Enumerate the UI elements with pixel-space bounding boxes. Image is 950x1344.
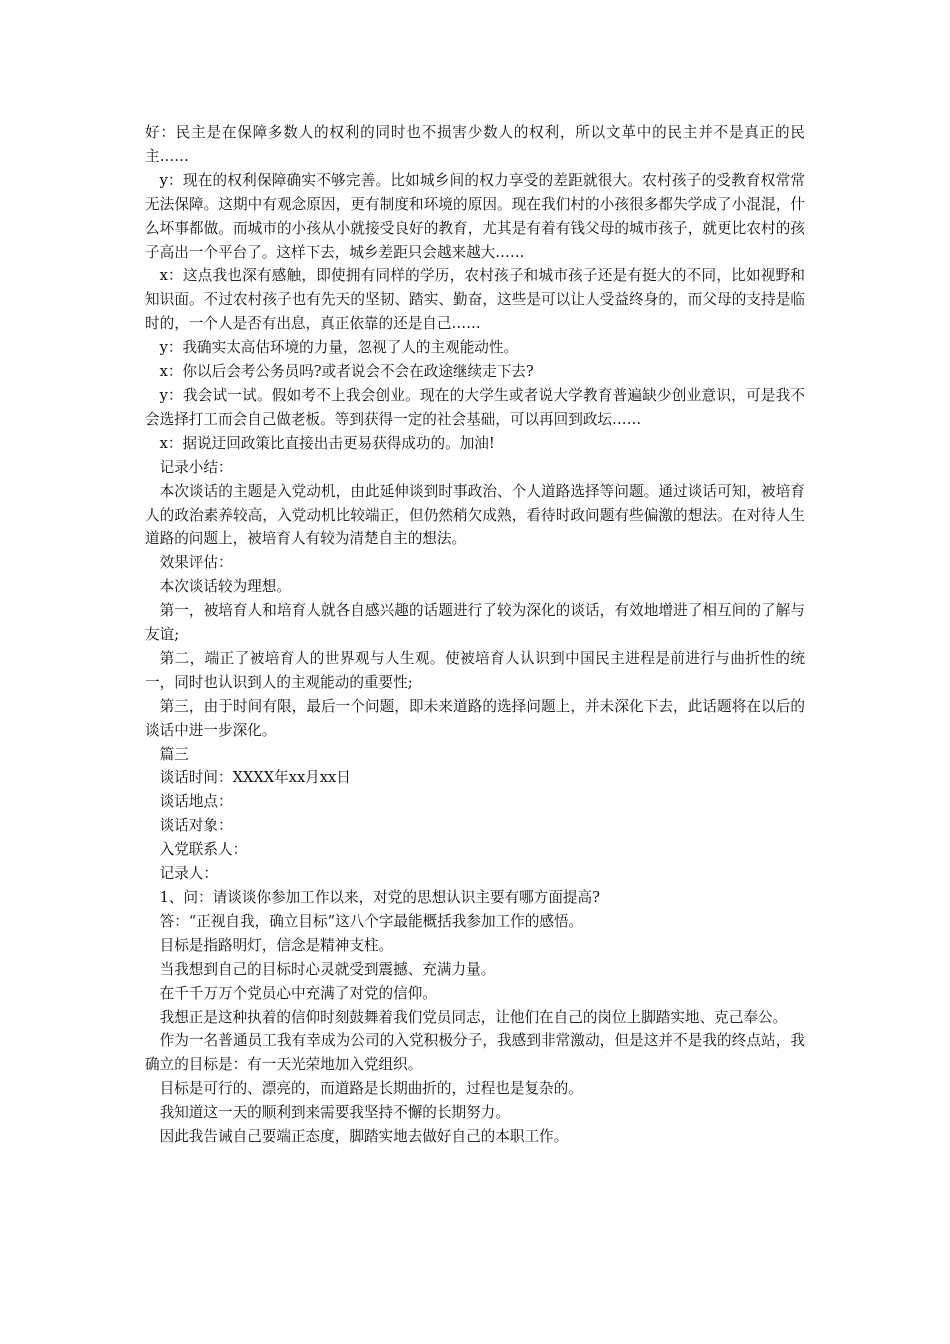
section-heading-part-three: 篇三 [159,745,189,763]
evaluation-point: 第三，由于时间有限，最后一个问题，即未来道路的选择问题上，并未深化下去，此话题将在以后的谈话中进一步深化。 [145,697,805,739]
body-paragraph: 作为一名普通员工我有幸成为公司的入党积极分子，我感到非常激动，但是这并不是我的终点站，我确立的目标是：有一天光荣地加入党组织。 [145,1032,805,1074]
question-paragraph: 1、问：请谈谈你参加工作以来，对党的思想认识主要有哪方面提高? [159,889,600,906]
answer-paragraph: 答：“正视自我，确立目标”这八个字最能概括我参加工作的感悟。 [159,912,584,930]
paragraph-continuation: 好：民主是在保障多数人的权利的同时也不损害少数人的权利，所以文革中的民主并不是真正的民主…… [145,124,805,165]
dialogue-y: y：我确实太高估环境的力量，忽视了人的主观能动性。 [159,339,519,357]
field-party-contact: 入党联系人： [159,841,248,859]
dialogue-x: x：你以后会考公务员吗?或者说会不会在政途继续走下去? [159,363,534,381]
dialogue-x: x：这点我也深有感触，即使拥有同样的学历，农村孩子和城市孩子还是有挺大的不同，比如视野和知识面。不过农村孩子也有先天的坚韧、踏实、勤奋，这些是可以让人受益终身的，而父母的支持是临时的，一个人是否有出息，真正依靠的还是自己…… [145,267,805,333]
body-paragraph: 因此我告诫自己要端正态度，脚踏实地去做好自己的本职工作。 [159,1128,569,1146]
dialogue-y: y：我会试一试。假如考不上我会创业。现在的大学生或者说大学教育普遍缺少创业意识，可是我不会选择打工而会自己做老板。等到获得一定的社会基础，可以再回到政坛…… [145,386,805,428]
body-paragraph: 在千千万万个党员心中充满了对党的信仰。 [159,984,437,1002]
body-paragraph: 当我想到自己的目标时心灵就受到震撼、充满力量。 [159,960,496,978]
summary-paragraph: 本次谈话的主题是入党动机，由此延伸谈到时事政治、个人道路选择等问题。通过谈话可知，被培育人的政治素养较高，入党动机比较端正，但仍然稍欠成熟，看待时政问题有些偏激的想法。在对待人生道路的问题上，被培育人有较为清楚自主的想法。 [145,482,805,548]
evaluation-point: 第一，被培育人和培育人就各自感兴趣的话题进行了较为深化的谈话，有效地增进了相互间的了解与友谊; [145,602,805,644]
dialogue-y: y：现在的权利保障确实不够完善。比如城乡间的权力享受的差距就很大。农村孩子的受教育权常常无法保障。这期中有观念原因，更有制度和环境的原因。现在我们村的小孩很多都失学成了小混混，什么坏事都做。而城市的小孩从小就接受良好的教育，尤其是有着有钱父母的城市孩子，就更比农村的孩子高出一个平台了。这样下去，城乡差距只会越来越大…… [145,171,805,261]
dialogue-x: x：据说迂回政策比直接出击更易获得成功的。加油! [159,434,495,452]
section-heading-evaluation: 效果评估： [159,554,233,572]
field-talk-subject: 谈话对象： [159,817,233,835]
document-body [145,121,805,1149]
field-recorder: 记录人： [159,865,218,883]
body-paragraph: 目标是可行的、漂亮的，而道路是长期曲折的，过程也是复杂的。 [159,1080,583,1098]
body-paragraph: 目标是指路明灯，信念是精神支柱。 [159,936,394,954]
evaluation-paragraph: 本次谈话较为理想。 [159,578,291,596]
body-paragraph: 我想正是这种执着的信仰时刻鼓舞着我们党员同志，让他们在自己的岗位上脚踏实地、克己奉公。 [159,1008,788,1026]
section-heading-summary: 记录小结： [159,458,233,476]
field-talk-location: 谈话地点： [159,793,233,811]
field-talk-time: 谈话时间：XXXX年xx月xx日 [159,769,351,787]
evaluation-point: 第二，端正了被培育人的世界观与人生观。使被培育人认识到中国民主进程是前进行与曲折性的统一，同时也认识到人的主观能动的重要性; [145,649,805,691]
body-paragraph: 我知道这一天的顺利到来需要我坚持不懈的长期努力。 [159,1104,510,1122]
